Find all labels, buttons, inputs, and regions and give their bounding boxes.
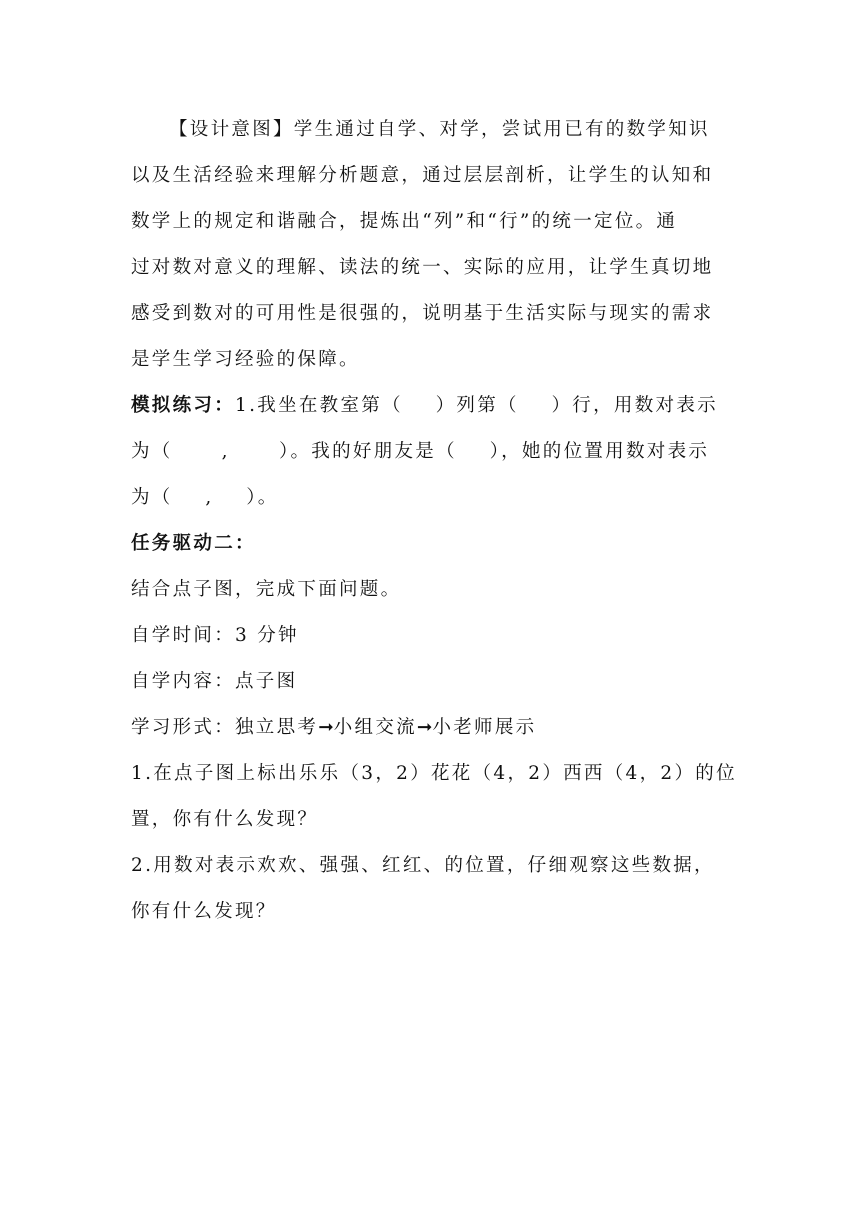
design-intent-line-3: 数学上的规定和谐融合，提炼出“列”和“行”的统一定位。通 [131,211,678,232]
question-2-line-2: 你有什么发现？ [131,901,277,922]
practice-text-1: 1.我坐在教室第（ ）列第（ ）行，用数对表示 [235,395,718,416]
design-intent-line-2: 以及生活经验来理解分析题意，通过层层剖析，让学生的认知和 [131,165,714,186]
design-intent-line-1: 【设计意图】学生通过自学、对学，尝试用已有的数学知识 [169,119,710,140]
design-intent-line-4: 过对数对意义的理解、读法的统一、实际的应用，让学生真切地 [131,257,714,278]
task-form-step3: 小老师展示 [432,717,537,738]
arrow-right-icon: ➞ [416,717,433,738]
document-page [131,107,737,935]
question-1-line-1: 1.在点子图上标出乐乐（3，2）花花（4，2）西西（4，2）的位 [131,763,737,784]
task-time: 自学时间：3 分钟 [131,625,299,646]
task-form [131,705,731,751]
practice-line-3: 为（ , ）。 [131,487,279,508]
practice-label: 模拟练习： [131,395,236,416]
task-form-prefix: 学习形式：独立思考 [131,717,319,738]
task-content: 自学内容：点子图 [131,671,298,692]
task-form-step2: 小组交流 [333,717,417,738]
practice-line-2: 为（ , ）。我的好朋友是（ ），她的位置用数对表示 [131,441,710,462]
practice-line-1 [131,383,731,429]
design-intent-line-6: 是学生学习经验的保障。 [131,349,360,370]
design-intent-line-5: 感受到数对的可用性是很强的，说明基于生活实际与现实的需求 [131,303,714,324]
question-2-line-1: 2.用数对表示欢欢、强强、红红、的位置，仔细观察这些数据， [131,855,715,876]
task-heading: 任务驱动二： [131,533,256,554]
question-1-line-2: 置，你有什么发现？ [131,809,319,830]
task-intro: 结合点子图，完成下面问题。 [131,579,402,600]
arrow-right-icon: ➞ [318,717,334,738]
